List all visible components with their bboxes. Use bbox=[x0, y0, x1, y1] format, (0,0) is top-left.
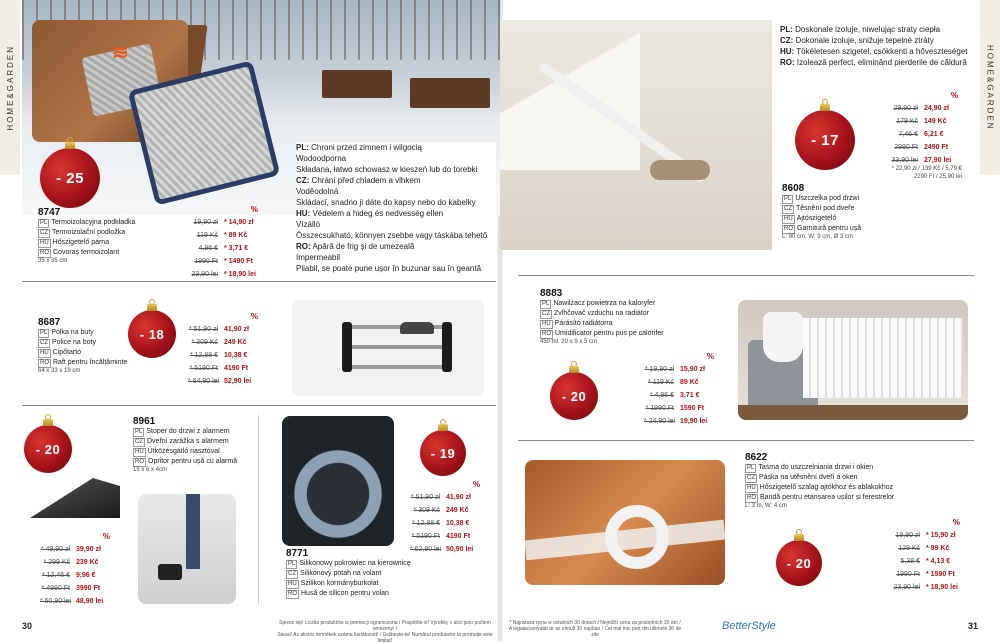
price-row: 5,38 € * 4,13 € bbox=[900, 558, 951, 565]
divider bbox=[22, 281, 496, 282]
lang-line-hu: HU Cipőtartó bbox=[40, 349, 82, 356]
product-code: 8622 bbox=[745, 452, 768, 463]
lang-line-hu: HU Ütközésgátló riasztóval bbox=[135, 448, 220, 455]
product-8883-info bbox=[540, 288, 690, 345]
lang-line-hu: HU Párásító radiátorra bbox=[542, 320, 613, 327]
price-row: 19,90 zł * 15,90 zł bbox=[895, 532, 956, 539]
price-row: 23,90 lei * 18,90 lei bbox=[191, 271, 256, 278]
price-row: * 12,46 € 9,96 € bbox=[41, 572, 96, 579]
product-code: 8608 bbox=[782, 183, 805, 194]
product-8771-info bbox=[286, 548, 436, 599]
price-table-8883: % * 19,90 zł 15,90 zł * 119 Kč 89 Kč * 4,96 € 3,71 € * 1990 Ft 1590 Ft * 24,90 lei 19,90 lei bbox=[644, 350, 714, 428]
lang-line-cz: CZ Páska na utěsnění dveří a oken bbox=[747, 474, 858, 481]
lang-line-pl: PL Stoper do drzwi z alarmem bbox=[135, 428, 230, 435]
price-row: 1990 Ft * 1590 Ft bbox=[896, 571, 955, 578]
discount-ornament-8747: - 25 bbox=[40, 148, 100, 208]
dimensions: 450 ml. 20 x 9 x 5 cm bbox=[540, 339, 598, 345]
lang-line-hu: HU Szilikon kormányburkolat bbox=[288, 580, 379, 587]
heat-waves-icon: ≋ bbox=[112, 42, 129, 64]
product-8608-description: PL: Doskonale izoluje, niwelując straty ciepła CZ: Dokonale izoluje, snižuje tepelné ztráty HU: Tökéletesen szigetel, csökkenti a hőveszteséget RO: Izolează perfect, eliminând pierderile de căldură bbox=[780, 25, 968, 67]
price-row: 33,90 lei 27,90 lei bbox=[891, 157, 952, 164]
dimensions: 64 x 33 x 19 cm bbox=[38, 368, 81, 374]
lang-line-pl: PL Uszczelka pod drzwi bbox=[784, 195, 860, 202]
product-code: 8747 bbox=[38, 207, 61, 218]
lang-line-ro: RO Bandă pentru etanșarea ușilor și ferestrelor bbox=[747, 494, 895, 501]
dimensions: L: 90 cm, W: 9 cm, Ø 3 cm bbox=[782, 234, 853, 240]
lang-line-cz: CZ Těsnění pod dveře bbox=[784, 205, 855, 212]
price-row: * 49,90 zł 39,90 zł bbox=[40, 546, 101, 553]
price-row: 4,96 € * 3,71 € bbox=[198, 245, 249, 252]
price-table-8687: % * 51,90 zł 41,90 zł * 309 Kč 249 Kč * 12,88 € 10,38 € * 5190 Ft 4190 Ft * 64,90 lei 52,90 lei bbox=[188, 310, 258, 388]
park-bench bbox=[322, 70, 392, 98]
lang-line-ro: RO Covoraș termoizolant bbox=[40, 249, 120, 256]
section-tab-left: HOME&GARDEN bbox=[0, 0, 20, 175]
price-row: * 309 Kč 249 Kč bbox=[191, 339, 247, 346]
door-seal-photo bbox=[500, 20, 772, 250]
price-row: 129 Kč * 99 Kč bbox=[898, 545, 950, 552]
footer-right-note: * Najniższa cena w ostatnich 30 dniach / Nejnižší cena za posledních 30 dní / A legalacsonyabb ár az elmúlt 30 napban / Cel mai mic preț din ultimele 30 de zile bbox=[508, 620, 682, 638]
section-tab-right: HOME&GARDEN bbox=[980, 0, 1000, 175]
discount-ornament-8771: - 19 bbox=[420, 430, 466, 476]
price-row: * 12,88 € 10,38 € bbox=[189, 352, 248, 359]
product-8622-info bbox=[745, 452, 945, 509]
price-row: * 5190 Ft 4190 Ft bbox=[189, 365, 249, 372]
price-row: * 309 Kč 249 Kč bbox=[413, 507, 469, 514]
page-number-left: 30 bbox=[22, 621, 33, 631]
price-row: * 119 Kč 89 Kč bbox=[648, 379, 699, 386]
product-8961-info bbox=[133, 416, 253, 473]
price-row: * 51,90 zł 41,90 zł bbox=[188, 326, 249, 333]
product-code: 8687 bbox=[38, 317, 61, 328]
lang-line-cz: CZ Zvlhčovač vzduchu na radiátor bbox=[542, 310, 649, 317]
lang-line-ro: RO Opritor pentru ușă cu alarmă bbox=[135, 458, 238, 465]
footer-left-note: Spiesz się! Liczba produktów w promocji ograniczona / Pospěšte si! Výrobky v akci jsou počtem omezeny! / Siessi! Az akciós termékek száma korlátozott! / Grăbește-te! Numărul produselor la promoție este limitat! bbox=[277, 620, 493, 644]
brand-logo: BetterStyle bbox=[722, 620, 776, 632]
product-8747-description: PL: Chroni przed zimnem i wilgocią Wodoodporna Składana, łatwo schowasz w kieszeń lub do torebki CZ: Chrání před chladem a vlhkem Voděodolná Skládací, snadno ji dáte do kapsy nebo do kabelky HU: Védelem a hideg és nedvesség ellen Vízálló Összecsukható, könnyen zsebbe vagy táskába tehető RO: Apără de frig și de umezeală Impermeabil Pliabil, se poate pune ușor în buzunar sau în geantă bbox=[296, 142, 496, 274]
discount-ornament-8622: - 20 bbox=[776, 540, 822, 586]
page-number-right: 31 bbox=[968, 621, 979, 631]
lang-line-pl: PL Taśma do uszczelniania drzwi i okien bbox=[747, 464, 874, 471]
lang-line-hu: HU Hőszigetelő szalag ajtókhoz és ablakokhoz bbox=[747, 484, 894, 491]
lang-line-pl: PL Termoizolacyjna podkładka bbox=[40, 219, 136, 226]
product-code: 8961 bbox=[133, 416, 156, 427]
price-row: 29,90 zł 24,90 zł bbox=[893, 105, 949, 112]
dimensions: 35 x 35 cm bbox=[38, 258, 68, 264]
lang-line-cz: CZ Police na boty bbox=[40, 339, 96, 346]
dimensions: L: 3 m, W: 4 cm bbox=[745, 503, 787, 509]
lang-line-pl: PL Nawilżacz powietrza na kaloryfer bbox=[542, 300, 656, 307]
lang-line-hu: HU Ajtószigetelő bbox=[784, 215, 837, 222]
price-row: 19,90 zł * 14,90 zł bbox=[193, 219, 254, 226]
sealing-tape-photo bbox=[525, 460, 725, 585]
park-bench bbox=[410, 78, 490, 108]
steering-wheel-photo bbox=[282, 416, 394, 546]
price-row: * 51,90 zł 41,90 zł bbox=[410, 494, 471, 501]
lang-line-ro: RO Umidificator pentru pus pe calorifer bbox=[542, 330, 664, 337]
discount-ornament-8961: - 20 bbox=[24, 425, 72, 473]
price-table-8771: % * 51,90 zł 41,90 zł * 309 Kč 249 Kč * 12,88 € 10,38 € * 5190 Ft 4190 Ft * 62,90 lei 50,90 lei bbox=[410, 478, 480, 556]
price-row: 119 Kč * 89 Kč bbox=[196, 232, 248, 239]
door-stopper-product bbox=[30, 478, 120, 518]
product-code: 8883 bbox=[540, 288, 563, 299]
humidifier-photo bbox=[738, 300, 968, 420]
divider bbox=[518, 275, 974, 276]
price-row: * 62,90 lei 50,90 lei bbox=[410, 546, 474, 553]
discount-ornament-8608: - 17 bbox=[795, 110, 855, 170]
price-row: * 60,90 lei 48,90 lei bbox=[40, 598, 104, 605]
dimensions: 15 x 6 x 4cm bbox=[133, 467, 168, 473]
product-8687-info bbox=[38, 317, 138, 374]
price-row: 179 Kč 149 Kč bbox=[896, 118, 947, 125]
product-8747-info bbox=[38, 207, 168, 264]
price-note-8608: * 22,90 zł / 139 Kč / 5,79 € 2290 Ft / 25,90 lei bbox=[891, 166, 962, 180]
price-table-8747: % 19,90 zł * 14,90 zł 119 Kč * 89 Kč 4,96 € * 3,71 € 1990 Ft * 1490 Ft 23,90 lei * 18,90 lei bbox=[188, 203, 258, 281]
lang-line-pl: PL Silikonowy pokrowiec na kierownicę bbox=[288, 560, 411, 567]
discount-ornament-8687: - 18 bbox=[128, 310, 176, 358]
lang-line-ro: RO Raft pentru încălțăminte bbox=[40, 359, 128, 366]
price-row: 23,90 lei * 18,90 lei bbox=[893, 584, 958, 591]
price-row: * 1990 Ft 1590 Ft bbox=[645, 405, 705, 412]
lang-line-cz: CZ Dveřní zarážka s alarmem bbox=[135, 438, 229, 445]
price-row: * 24,90 lei 19,90 lei bbox=[644, 418, 708, 425]
price-row: * 19,90 zł 15,90 zł bbox=[644, 366, 705, 373]
price-row: * 299 Kč 239 Kč bbox=[43, 559, 99, 566]
lang-line-pl: PL Półka na buty bbox=[40, 329, 94, 336]
door-stopper-photo bbox=[138, 494, 236, 604]
divider bbox=[518, 440, 974, 441]
price-row: * 4990 Ft 3990 Ft bbox=[41, 585, 101, 592]
lang-line-ro: RO Husă de silicon pentru volan bbox=[288, 590, 389, 597]
price-row: 2990 Ft 2490 Ft bbox=[894, 144, 949, 151]
product-code: 8771 bbox=[286, 548, 309, 559]
price-row: * 4,96 € 3,71 € bbox=[649, 392, 700, 399]
price-row: * 12,88 € 10,38 € bbox=[411, 520, 470, 527]
price-table-8961: % * 49,90 zł 39,90 zł * 299 Kč 239 Kč * 12,46 € 9,96 € * 4990 Ft 3990 Ft * 60,90 lei 48,90 lei bbox=[40, 530, 110, 608]
price-table-8622: % 19,90 zł * 15,90 zł 129 Kč * 99 Kč 5,38 € * 4,13 € 1990 Ft * 1590 Ft 23,90 lei * 18,90 lei bbox=[890, 516, 960, 594]
price-row: 1990 Ft * 1490 Ft bbox=[194, 258, 253, 265]
lang-line-hu: HU Hőszigetelő párna bbox=[40, 239, 110, 246]
discount-ornament-8883: - 20 bbox=[550, 372, 598, 420]
price-row: * 5190 Ft 4190 Ft bbox=[411, 533, 471, 540]
product-8608-info bbox=[782, 183, 892, 240]
lang-line-cz: CZ Silikonový potah na volant bbox=[288, 570, 382, 577]
lang-line-ro: RO Garnitură pentru ușă bbox=[784, 225, 862, 232]
divider bbox=[22, 405, 496, 406]
price-row: 7,46 € 6,21 € bbox=[898, 131, 944, 138]
price-table-8608: % 29,90 zł 24,90 zł 179 Kč 149 Kč 7,46 € 6,21 € 2990 Ft 2490 Ft 33,90 lei 27,90 lei bbox=[888, 89, 958, 167]
column-divider bbox=[258, 415, 259, 605]
price-row: * 64,90 lei 52,90 lei bbox=[188, 378, 252, 385]
shoe-rack-photo bbox=[292, 300, 484, 396]
lang-line-cz: CZ Termoizolační podložka bbox=[40, 229, 126, 236]
